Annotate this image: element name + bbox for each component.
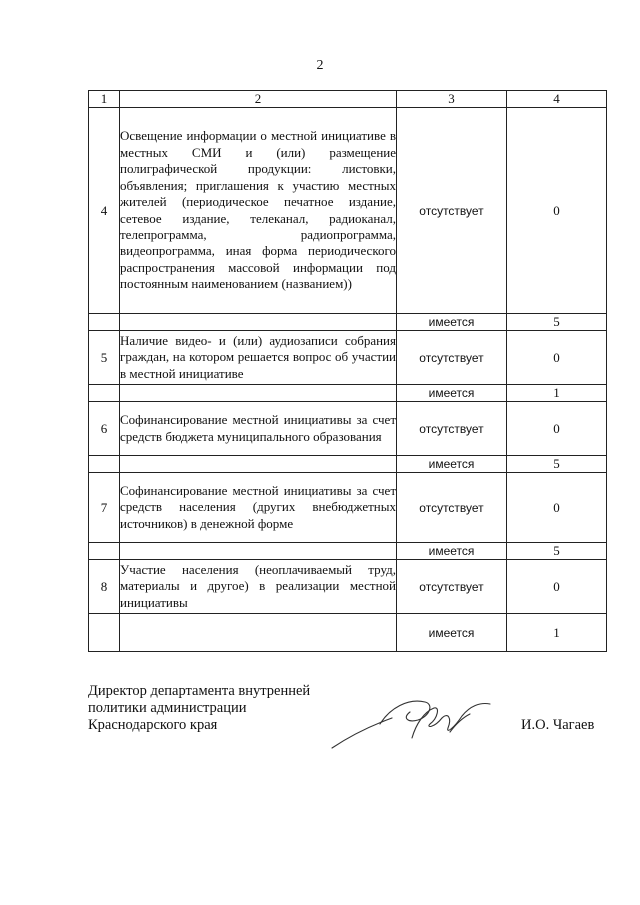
table-row <box>89 108 607 314</box>
absent-label: отсутствует <box>397 560 507 614</box>
row-number: 4 <box>89 108 120 314</box>
table-header-row <box>89 91 607 108</box>
present-points: 5 <box>507 456 607 473</box>
handwritten-signature <box>330 688 500 758</box>
row-number: 8 <box>89 560 120 614</box>
header-cell-4: 4 <box>507 91 607 108</box>
absent-label: отсутствует <box>397 473 507 543</box>
absent-points: 0 <box>507 402 607 456</box>
row-number: 6 <box>89 402 120 456</box>
criterion-text: Наличие видео- и (или) аудиозаписи собрания граждан, на котором решается вопрос об участии в местной инициативе <box>120 331 397 385</box>
absent-label: отсутствует <box>397 108 507 314</box>
row-number: 5 <box>89 331 120 385</box>
absent-label: отсутствует <box>397 331 507 385</box>
present-label: имеется <box>397 385 507 402</box>
header-cell-2: 2 <box>120 91 397 108</box>
present-points: 1 <box>507 385 607 402</box>
header-cell-3: 3 <box>397 91 507 108</box>
criterion-text: Освещение информации о местной инициативе в местных СМИ и (или) размещение полиграфической продукции: листовки, объявления; приглашения к участию местных жителей (периодическое печатное издание, сетевое издание, телеканал, радиоканал, телепрограмма, радиопрограмма, видеопрограмма, иная форма периодического распространения массовой информации под постоянным наименованием (названием)) <box>120 108 397 314</box>
table-row <box>89 473 607 543</box>
present-label: имеется <box>397 314 507 331</box>
criteria-table <box>88 90 607 652</box>
signer-name: И.О. Чагаев <box>521 717 595 733</box>
present-points: 5 <box>507 314 607 331</box>
absent-points: 0 <box>507 560 607 614</box>
table-row <box>89 331 607 385</box>
table-row <box>89 456 607 473</box>
criterion-text: Софинансирование местной инициативы за счет средств населения (других внебюджетных источников) в денежной форме <box>120 473 397 543</box>
table-row <box>89 560 607 614</box>
absent-label: отсутствует <box>397 402 507 456</box>
present-label: имеется <box>397 456 507 473</box>
row-number: 7 <box>89 473 120 543</box>
criterion-text: Софинансирование местной инициативы за счет средств бюджета муниципального образования <box>120 402 397 456</box>
present-label: имеется <box>397 614 507 652</box>
table-row <box>89 402 607 456</box>
table-row <box>89 314 607 331</box>
criterion-text: Участие населения (неоплачиваемый труд, материалы и другое) в реализации местной инициативы <box>120 560 397 614</box>
present-label: имеется <box>397 543 507 560</box>
absent-points: 0 <box>507 473 607 543</box>
signer-title: Директор департамента внутренней политики администрации Краснодарского края <box>88 683 311 733</box>
table-row <box>89 385 607 402</box>
absent-points: 0 <box>507 108 607 314</box>
page-number: 2 <box>316 58 324 73</box>
table-row <box>89 614 607 652</box>
absent-points: 0 <box>507 331 607 385</box>
present-points: 1 <box>507 614 607 652</box>
table-row <box>89 543 607 560</box>
header-cell-1: 1 <box>89 91 120 108</box>
present-points: 5 <box>507 543 607 560</box>
